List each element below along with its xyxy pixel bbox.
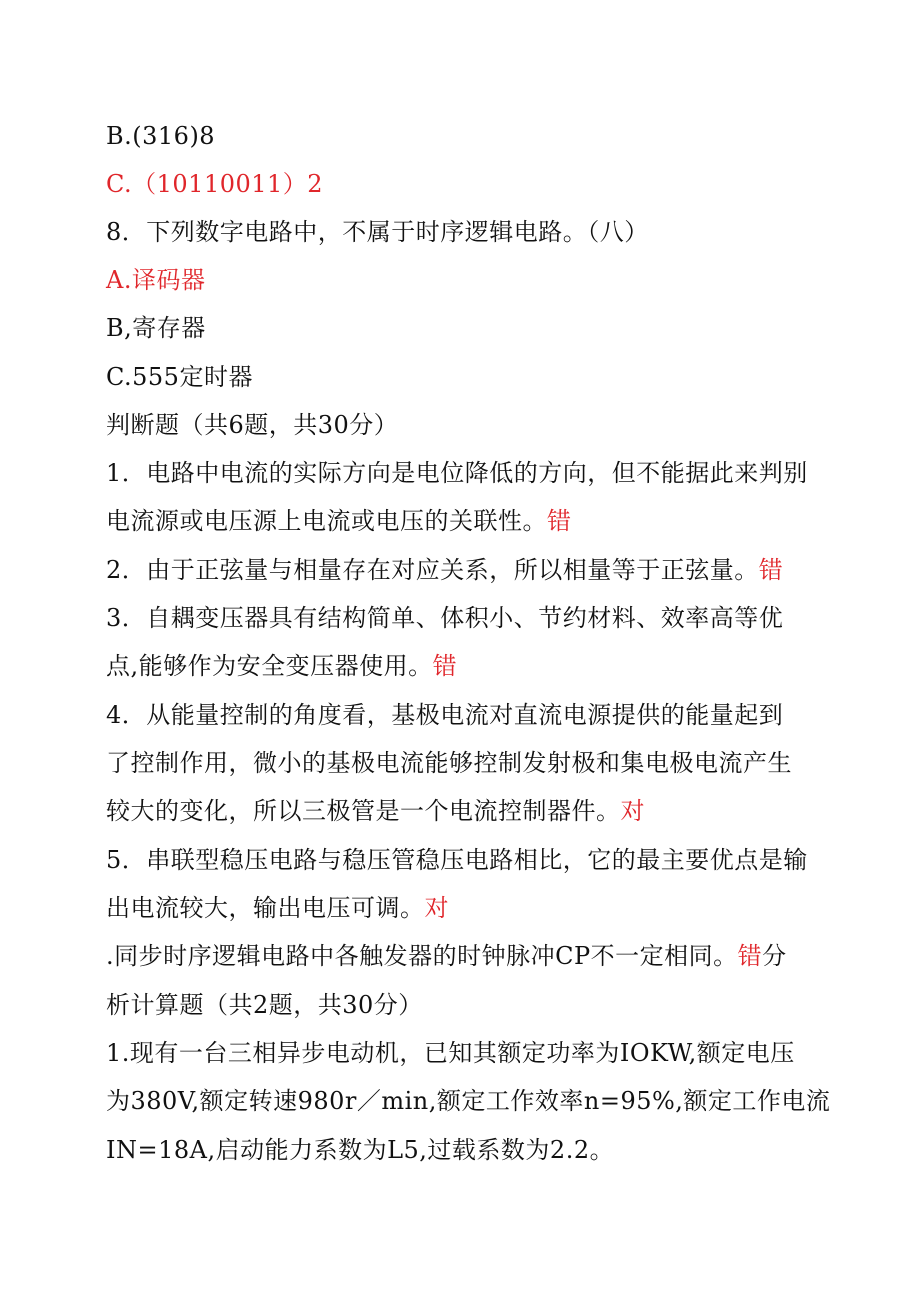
option-c-line-answer: C.（10110011）2 xyxy=(106,170,324,198)
tf-question-5-line-1: 5．串联型稳压电路与稳压管稳压电路相比，它的最主要优点是输 xyxy=(106,846,808,874)
tf-question-1-line-1: 1．电路中电流的实际方向是电位降低的方向，但不能据此来判别 xyxy=(106,459,808,487)
answer-mark: 错 xyxy=(547,507,572,535)
tf-question-5-line-2: 出电流较大，输出电压可调。对 xyxy=(106,894,449,922)
option-c2-line: C.555定时器 xyxy=(106,363,253,391)
calc-question-1-line-1: 1.现有一台三相异步电动机，已知其额定功率为IOKW,额定电压 xyxy=(106,1039,795,1067)
calc-question-1-line-3: IN=18A,启动能力系数为L5,过载系数为2.2。 xyxy=(106,1136,615,1164)
option-b-line: B.(316)8 xyxy=(106,122,216,150)
tf-question-4-line-2: 了控制作用，微小的基极电流能够控制发射极和集电极电流产生 xyxy=(106,749,792,777)
section-heading-true-false: 判断题（共6题，共30分） xyxy=(106,411,399,439)
tf-question-4-line-1: 4．从能量控制的角度看，基极电流对直流电源提供的能量起到 xyxy=(106,701,784,729)
option-a-line-answer: A.译码器 xyxy=(106,266,206,294)
tf-question-6-line: .同步时序逻辑电路中各触发器的时钟脉冲CP不一定相同。错分 xyxy=(106,942,787,970)
tf-question-4-line-3: 较大的变化，所以三极管是一个电流控制器件。对 xyxy=(106,797,645,825)
option-b2-line: B,寄存器 xyxy=(106,314,206,342)
question-8-line: 8．下列数字电路中，不属于时序逻辑电路。（八） xyxy=(106,218,649,246)
answer-mark: 对 xyxy=(424,894,449,922)
tf-question-3-line-1: 3．自耦变压器具有结构简单、体积小、节约材料、效率高等优 xyxy=(106,604,784,632)
tf-question-1-line-2: 电流源或电压源上电流或电压的关联性。错 xyxy=(106,507,572,535)
answer-mark: 错 xyxy=(432,652,458,680)
answer-mark: 错 xyxy=(737,942,763,970)
answer-mark: 对 xyxy=(620,797,645,825)
tf-question-2-line: 2．由于正弦量与相量存在对应关系，所以相量等于正弦量。错 xyxy=(106,556,784,584)
answer-mark: 错 xyxy=(758,556,784,584)
tf-question-3-line-2: 点,能够作为安全变压器使用。错 xyxy=(106,652,458,680)
calc-question-1-line-2: 为380V,额定转速980r／min,额定工作效率n=95%,额定工作电流 xyxy=(106,1087,831,1115)
section-heading-calculation: 析计算题（共2题，共30分） xyxy=(106,991,423,1019)
